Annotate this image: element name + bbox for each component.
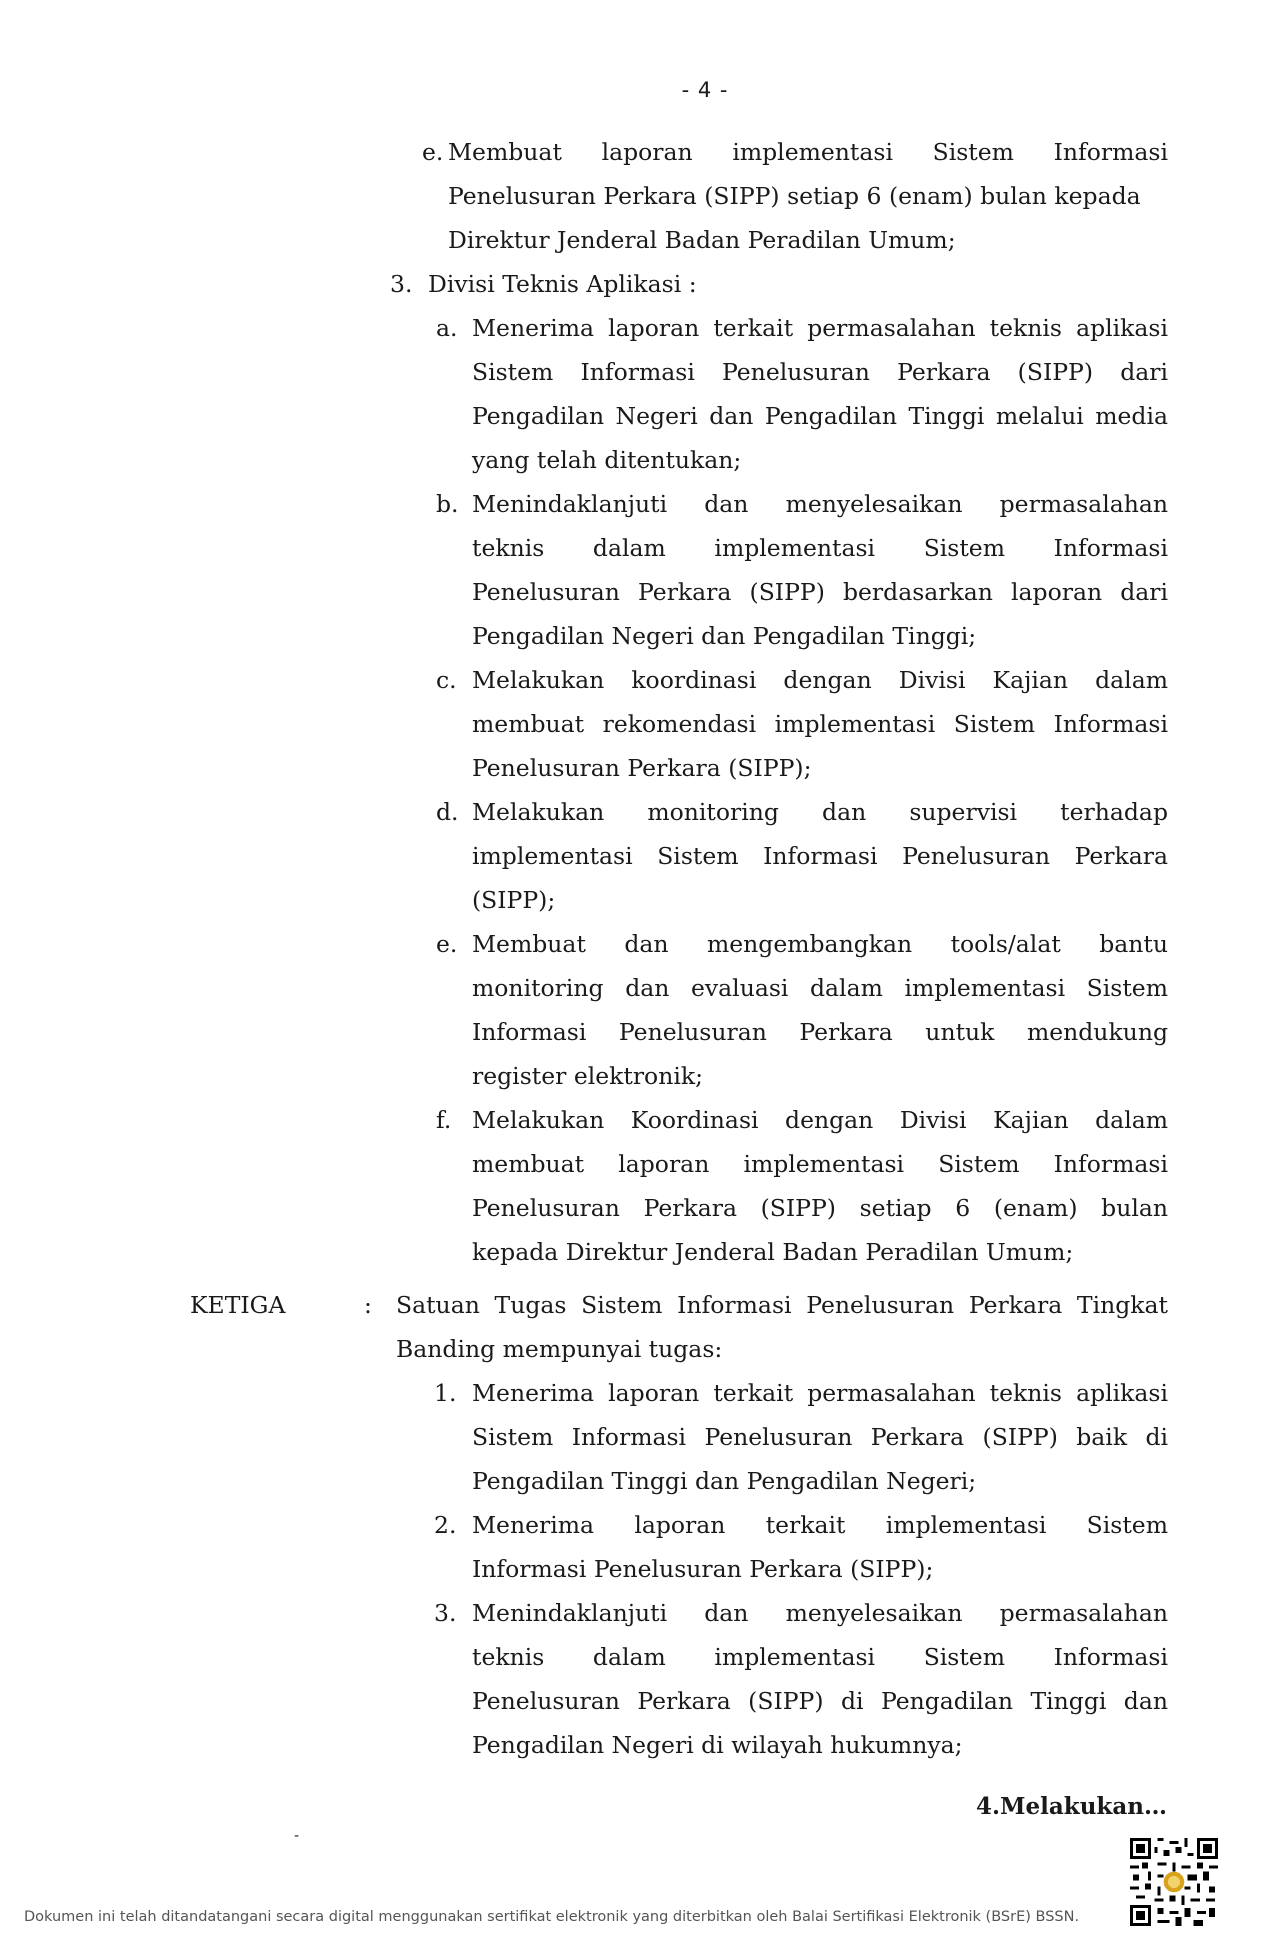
text-line: Penelusuran Perkara (SIPP); — [472, 754, 812, 782]
item-marker: c. — [436, 666, 457, 694]
item-marker: 2. — [434, 1511, 457, 1539]
text-line: Informasi Penelusuran Perkara untuk mendukung — [472, 1018, 1168, 1046]
text-line: Direktur Jenderal Badan Peradilan Umum; — [448, 226, 956, 254]
text-line: Melakukan Koordinasi dengan Divisi Kajian dalam — [472, 1106, 1168, 1134]
text-line: yang telah ditentukan; — [472, 446, 742, 474]
item-marker: a. — [436, 314, 458, 342]
text-line: Menerima laporan terkait implementasi Sistem — [472, 1511, 1168, 1539]
qr-code-icon — [1130, 1838, 1218, 1926]
text-line: Sistem Informasi Penelusuran Perkara (SIPP) dari — [472, 358, 1168, 386]
text-line: Sistem Informasi Penelusuran Perkara (SIPP) baik di — [472, 1423, 1168, 1451]
text-line: Penelusuran Perkara (SIPP) di Pengadilan Tinggi dan — [472, 1687, 1168, 1715]
text-line: Penelusuran Perkara (SIPP) berdasarkan laporan dari — [472, 578, 1168, 606]
text-line: (SIPP); — [472, 886, 556, 914]
text-line: Menindaklanjuti dan menyelesaikan permasalahan — [472, 490, 1168, 518]
item-marker: d. — [436, 798, 459, 826]
article-label: KETIGA — [190, 1291, 286, 1319]
text-line: teknis dalam implementasi Sistem Informasi — [472, 1643, 1168, 1671]
text-line: Pengadilan Negeri di wilayah hukumnya; — [472, 1731, 963, 1759]
item-marker: e. — [422, 138, 444, 166]
dash-mark: - — [294, 1828, 300, 1844]
item-marker: b. — [436, 490, 459, 518]
text-line: Melakukan koordinasi dengan Divisi Kajian dalam — [472, 666, 1168, 694]
text-line: Informasi Penelusuran Perkara (SIPP); — [472, 1555, 934, 1583]
text-line: Pengadilan Tinggi dan Pengadilan Negeri; — [472, 1467, 977, 1495]
text-line: teknis dalam implementasi Sistem Informasi — [472, 534, 1168, 562]
text-line: Banding mempunyai tugas: — [396, 1335, 723, 1363]
page-number: - 4 - — [681, 78, 729, 102]
text-line: Penelusuran Perkara (SIPP) setiap 6 (enam) bulan — [472, 1194, 1168, 1222]
text-line: membuat rekomendasi implementasi Sistem Informasi — [472, 710, 1168, 738]
text-line: Pengadilan Negeri dan Pengadilan Tinggi; — [472, 622, 977, 650]
text-line: Pengadilan Negeri dan Pengadilan Tinggi melalui media — [472, 402, 1168, 430]
item-marker: f. — [436, 1106, 452, 1134]
text-line: implementasi Sistem Informasi Penelusuran Perkara — [472, 842, 1168, 870]
text-line: Menindaklanjuti dan menyelesaikan permasalahan — [472, 1599, 1168, 1627]
text-line: Membuat dan mengembangkan tools/alat bantu — [472, 930, 1168, 958]
text-line: Penelusuran Perkara (SIPP) setiap 6 (enam) bulan kepada — [448, 182, 1141, 210]
text-line: kepada Direktur Jenderal Badan Peradilan Umum; — [472, 1238, 1074, 1266]
division-title: Divisi Teknis Aplikasi : — [428, 270, 697, 298]
text-line: Menerima laporan terkait permasalahan teknis aplikasi — [472, 1379, 1168, 1407]
text-line: monitoring dan evaluasi dalam implementasi Sistem — [472, 974, 1168, 1002]
text-line: register elektronik; — [472, 1062, 704, 1090]
division-marker: 3. — [390, 270, 413, 298]
item-marker: 1. — [434, 1379, 457, 1407]
text-line: Menerima laporan terkait permasalahan teknis aplikasi — [472, 314, 1168, 342]
continuation-catchword: 4.Melakukan… — [976, 1793, 1167, 1820]
item-marker: e. — [436, 930, 458, 958]
text-line: Satuan Tugas Sistem Informasi Penelusuran Perkara Tingkat — [396, 1291, 1168, 1319]
article-colon: : — [364, 1291, 372, 1319]
text-line: Melakukan monitoring dan supervisi terhadap — [472, 798, 1168, 826]
text-line: membuat laporan implementasi Sistem Informasi — [472, 1150, 1168, 1178]
footer-signature-note: Dokumen ini telah ditandatangani secara digital menggunakan sertifikat elektronik yang diterbitkan oleh Balai Sertifikasi Elektronik (BSrE) BSSN. — [24, 1909, 1080, 1925]
item-marker: 3. — [434, 1599, 457, 1627]
text-line: Membuat laporan implementasi Sistem Informasi — [448, 138, 1168, 166]
